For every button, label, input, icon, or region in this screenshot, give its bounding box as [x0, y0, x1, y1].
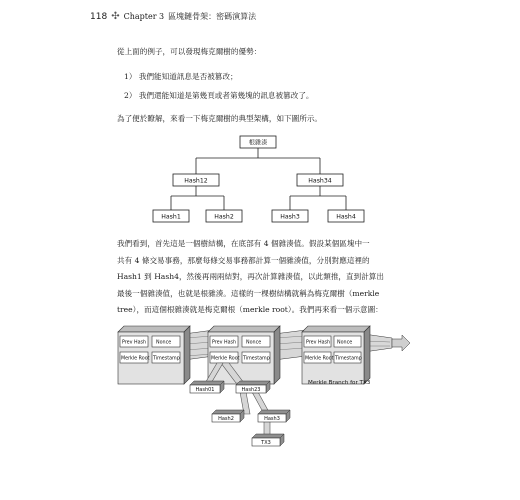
chain-arrow-icon	[392, 335, 410, 351]
branch-hash3-label: Hash3	[264, 416, 280, 422]
hash4-label: Hash4	[336, 213, 356, 221]
body-line: tree），而這個根雜湊就是梅克爾根（merkle root）。我們再來看一個示意圖：	[117, 305, 383, 314]
page-number: 118	[90, 11, 108, 22]
hash12-label: Hash12	[184, 177, 208, 185]
block-1-nonce: Nonce	[156, 340, 172, 346]
list-number: 1）	[124, 72, 137, 81]
block-2-nonce: Nonce	[246, 340, 262, 346]
body-line: Hash1 到 Hash4，然後再兩兩結對，再次計算雜湊值，以此類推，直到計算出	[117, 272, 384, 281]
body-line: 我們看到，首先這是一個樹結構，在底部有 4 個雜湊值。假設某個區塊中一	[117, 239, 370, 248]
merkle-branch-label: Merkle Branch for TX3	[308, 380, 371, 386]
hash1-label: Hash1	[161, 213, 181, 221]
block-2-timestamp: Timestamp	[243, 356, 270, 362]
root-hash-label: 根雜湊	[248, 139, 268, 147]
block-1-merkle-root: Merkle Root	[121, 356, 150, 362]
block-2-merkle-root: Merkle Root	[211, 356, 240, 362]
hash23-label: Hash23	[241, 387, 261, 393]
block-2-prev-hash: Prev Hash	[212, 340, 237, 346]
body-line: 共有 4 條交易事務，那麼每條交易事務都計算一個雜湊值，分別對應這裡的	[117, 255, 370, 265]
block-1-timestamp: Timestamp	[153, 356, 180, 362]
intro-paragraph: 從上面的例子，可以發現梅克爾樹的優勢：	[117, 47, 262, 56]
hash2-label: Hash2	[214, 213, 234, 221]
lead-paragraph: 為了便於瞭解，來看一下梅克爾樹的典型架構，如下圖所示。	[117, 114, 323, 123]
chapter-ornament-icon: ✣	[111, 11, 120, 22]
chapter-title: 區塊鏈骨架：密碼演算法	[168, 12, 257, 21]
hash01-label: Hash01	[195, 387, 215, 393]
list-text: 我們能知道訊息是否被篡改；	[138, 72, 238, 81]
body-line: 最後一個雜湊值，也就是根雜湊。這樣的一棵樹結構就稱為梅克爾樹（merkle	[117, 288, 380, 298]
tx3-label: TX3	[261, 440, 271, 446]
chapter-label: Chapter 3	[123, 12, 165, 21]
list-text: 我們還能知道是第幾頁或者第幾塊的訊息被篡改了。	[138, 91, 314, 100]
block-3-merkle-root: Merkle Root	[305, 356, 334, 362]
hash34-label: Hash34	[308, 177, 332, 185]
block-3-nonce: Nonce	[337, 340, 353, 346]
block-3-timestamp: Timestamp	[335, 356, 362, 362]
block-3-prev-hash: Prev Hash	[306, 340, 331, 346]
block-1-prev-hash: Prev Hash	[122, 340, 147, 346]
list-number: 2）	[124, 91, 137, 100]
hash3-label: Hash3	[280, 213, 300, 221]
branch-hash2-label: Hash2	[218, 416, 234, 422]
